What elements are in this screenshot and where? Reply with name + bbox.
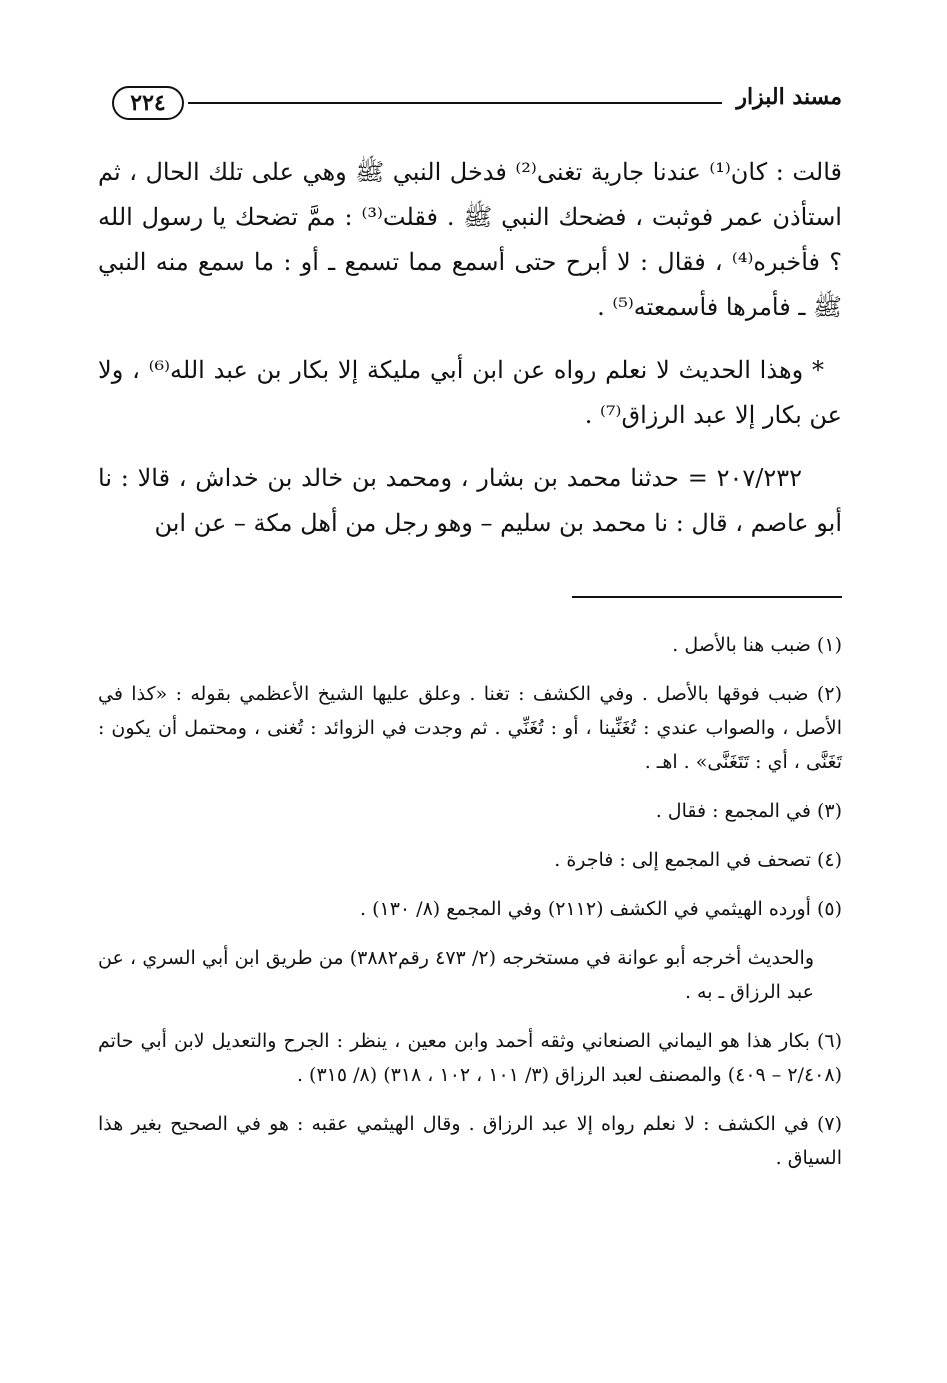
footnote-2: (٢) ضبب فوقها بالأصل . وفي الكشف : تغنا . وعلق عليها الشيخ الأعظمي بقوله : «كذا في الأصل ، والصواب عندي : تُغَنِّينا ، أو : تُغَنِّي . ثم وجدت في الزوائد : تُغنى ، ومحتمل أن يكون : تَغَنَّى ، أي : تَتَغَنَّى» . اهـ .	[98, 683, 842, 773]
paragraph-hadith-232: ٢٠٧/٢٣٢ = حدثنا محمد بن بشار ، ومحمد بن خالد بن خداش ، قالا : نا أبو عاصم ، قال : نا محمد بن سليم – وهو رجل من أهل مكة – عن ابن	[98, 464, 842, 537]
footnote-4: (٤) تصحف في المجمع إلى : فاجرة .	[554, 849, 842, 871]
paragraph-narration: قالت : كان⁽¹⁾ عندنا جارية تغنى⁽²⁾ فدخل النبي ﷺ وهي على تلك الحال ، ثم استأذن عمر فوثبت ، فضحك النبي ﷺ . فقلت⁽³⁾ : ممَّ تضحك يا رسول الله ؟ فأخبره⁽⁴⁾ ، فقال : لا أبرح حتى أسمع مما تسمع ـ أو : ما سمع منه النبي ﷺ ـ فأمرها فأسمعته⁽⁵⁾ .	[98, 158, 842, 321]
footnote-5: (٥) أورده الهيثمي في الكشف (٢١١٢) وفي المجمع (٨/ ١٣٠) .	[360, 898, 842, 920]
page-number-badge: ٢٢٤	[112, 86, 184, 120]
running-title: مسند البزار	[736, 84, 842, 110]
footnote-7: (٧) في الكشف : لا نعلم رواه إلا عبد الرزاق . وقال الهيثمي عقبه : هو في الصحيح بغير هذا السياق .	[98, 1113, 842, 1169]
paragraph-commentary: * وهذا الحديث لا نعلم رواه عن ابن أبي مليكة إلا بكار بن عبد الله⁽⁶⁾ ، ولا عن بكار إلا عبد الرزاق⁽⁷⁾ .	[98, 356, 842, 429]
page-header	[98, 80, 842, 140]
book-page	[98, 80, 842, 1340]
footnote-1: (١) ضبب هنا بالأصل .	[672, 634, 842, 656]
footnote-6: (٦) بكار هذا هو اليماني الصنعاني وثقه أحمد وابن معين ، ينظر : الجرح والتعديل لابن أبي حاتم (٢/٤٠٨ – ٤٠٩) والمصنف لعبد الرزاق (٣/ ١٠١ ، ١٠٢ ، ٣١٨) (٨/ ٣١٥) .	[98, 1030, 842, 1086]
main-text	[98, 150, 842, 564]
footnote-separator	[572, 596, 842, 598]
header-rule	[188, 102, 722, 104]
footnotes	[98, 628, 842, 1190]
footnote-5-continuation: والحديث أخرجه أبو عوانة في مستخرجه (٢/ ٤٧٣ رقم٣٨٨٢) من طريق ابن أبي السري ، عن عبد الرزاق ـ به .	[98, 947, 814, 1003]
footnote-3: (٣) في المجمع : فقال .	[655, 800, 842, 822]
